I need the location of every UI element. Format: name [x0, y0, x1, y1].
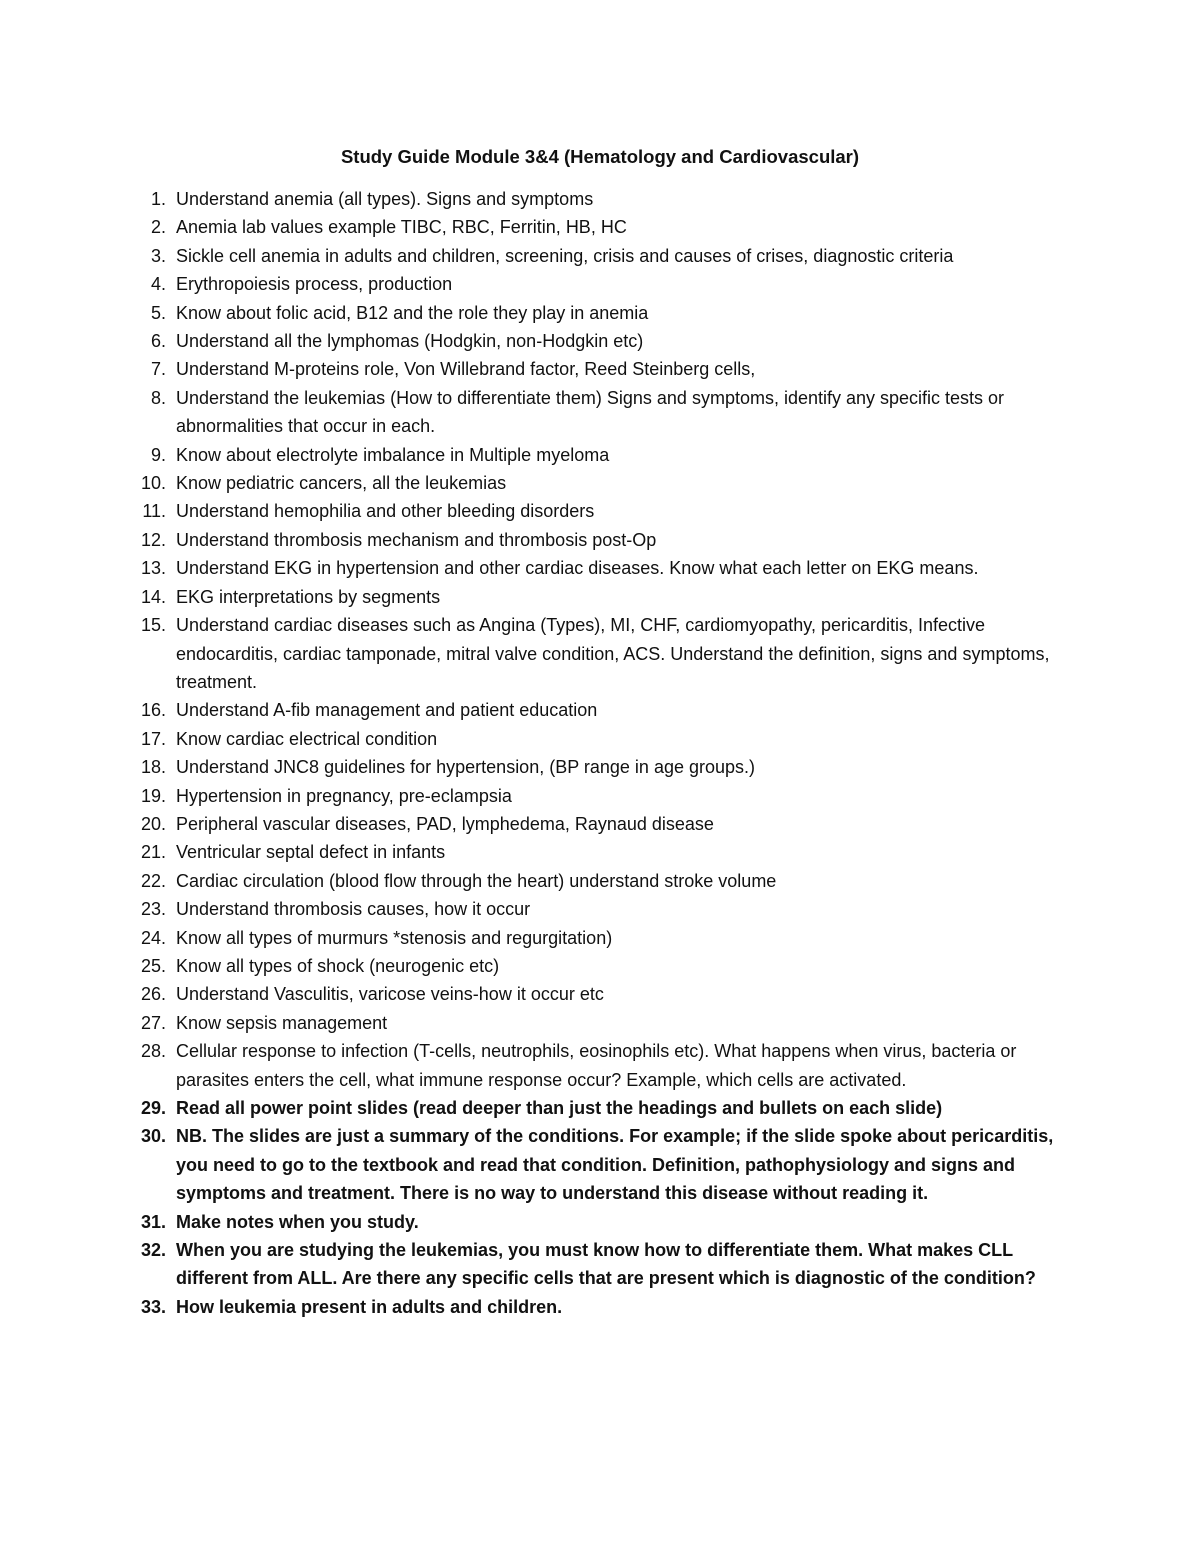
list-item — [131, 1208, 1071, 1236]
list-item-text: Know about electrolyte imbalance in Multiple myeloma — [176, 444, 610, 465]
list-item-number: 7. — [150, 359, 166, 380]
study-guide-list — [131, 185, 1071, 1321]
list-item-text: EKG interpretations by segments — [176, 586, 441, 607]
list-item-text: Make notes when you study. — [176, 1211, 419, 1232]
list-item — [131, 696, 1071, 724]
list-item — [131, 441, 1071, 469]
list-item — [131, 1037, 1071, 1094]
list-item — [131, 355, 1071, 383]
list-item-text: Cellular response to infection (T-cells, neutrophils, eosinophils etc). What happens when virus, bacteria or parasites enters the cell, what immune response occur? Example, which cells are activated. — [176, 1041, 1017, 1090]
list-item-number: 10. — [140, 473, 166, 494]
list-item — [131, 838, 1071, 866]
list-item-text: Ventricular septal defect in infants — [176, 842, 446, 863]
list-item-number: 24. — [140, 927, 166, 948]
list-item — [131, 1009, 1071, 1037]
list-item — [131, 782, 1071, 810]
list-item-text: Understand cardiac diseases such as Angina (Types), MI, CHF, cardiomyopathy, pericarditis, Infective endocarditis, cardiac tamponade, mitral valve condition, ACS. Understand the definition, signs and symptoms, treatment. — [176, 615, 1050, 692]
list-item-number: 3. — [150, 245, 166, 266]
list-item-number: 29. — [140, 1098, 166, 1118]
list-item-text: Know all types of shock (neurogenic etc) — [176, 955, 500, 976]
list-item-number: 5. — [150, 302, 166, 323]
list-item — [131, 810, 1071, 838]
list-item — [131, 867, 1071, 895]
list-item-text: Understand M-proteins role, Von Willebrand factor, Reed Steinberg cells, — [176, 359, 756, 380]
list-item-number: 28. — [140, 1041, 166, 1062]
list-item-number: 4. — [150, 274, 166, 295]
list-item-number: 16. — [140, 700, 166, 721]
list-item-number: 2. — [150, 217, 166, 238]
list-item-number: 21. — [140, 842, 166, 863]
list-item-text: Peripheral vascular diseases, PAD, lymphedema, Raynaud disease — [176, 813, 714, 834]
list-item — [131, 469, 1071, 497]
list-item — [131, 242, 1071, 270]
list-item-text: Understand hemophilia and other bleeding disorders — [176, 501, 595, 522]
list-item-text: Erythropoiesis process, production — [176, 274, 453, 295]
list-item — [131, 583, 1071, 611]
list-item — [131, 299, 1071, 327]
list-item — [131, 1293, 1071, 1321]
list-item — [131, 213, 1071, 241]
list-item — [131, 1122, 1071, 1207]
list-item-number: 6. — [150, 331, 166, 352]
list-item — [131, 753, 1071, 781]
list-item — [131, 725, 1071, 753]
list-item-number: 25. — [140, 955, 166, 976]
list-item — [131, 924, 1071, 952]
list-item — [131, 554, 1071, 582]
list-item — [131, 980, 1071, 1008]
list-item-number: 33. — [140, 1296, 166, 1317]
list-item-number: 11. — [142, 501, 166, 522]
list-item-text: Understand the leukemias (How to differentiate them) Signs and symptoms, identify any specific tests or abnormalities that occur in each. — [176, 387, 1005, 437]
list-item-text: Hypertension in pregnancy, pre-eclampsia — [176, 785, 512, 806]
list-item — [131, 384, 1071, 441]
list-item-text: Understand JNC8 guidelines for hypertension, (BP range in age groups.) — [176, 757, 756, 778]
list-item — [131, 895, 1071, 923]
list-item-number: 18. — [140, 757, 166, 778]
list-item-number: 23. — [140, 899, 166, 920]
list-item-text: When you are studying the leukemias, you must know how to differentiate them. What makes CLL different from ALL. Are there any specific cells that are present which is diagnostic of the condition? — [176, 1240, 1036, 1289]
list-item-text: Sickle cell anemia in adults and children, screening, crisis and causes of crises, diagnostic criteria — [176, 245, 954, 266]
list-item-number: 26. — [140, 984, 166, 1005]
list-item — [131, 1094, 1071, 1122]
list-item-text: How leukemia present in adults and children. — [176, 1296, 563, 1317]
list-item-text: Know about folic acid, B12 and the role they play in anemia — [176, 302, 649, 323]
list-item-text: Understand Vasculitis, varicose veins-how it occur etc — [176, 984, 604, 1005]
list-item — [131, 327, 1071, 355]
list-item-number: 32. — [140, 1240, 166, 1261]
list-item-text: Understand anemia (all types). Signs and symptoms — [176, 189, 594, 209]
list-item-text: Know all types of murmurs *stenosis and regurgitation) — [176, 927, 613, 948]
list-item-text: Anemia lab values example TIBC, RBC, Ferritin, HB, HC — [176, 217, 627, 238]
list-item-number: 27. — [140, 1012, 166, 1033]
list-item-number: 19. — [140, 785, 166, 806]
list-item — [131, 1236, 1071, 1293]
list-item — [131, 952, 1071, 980]
list-item-text: Understand thrombosis causes, how it occur — [176, 899, 531, 920]
list-item-number: 8. — [150, 387, 166, 408]
list-item-number: 31. — [140, 1211, 166, 1232]
list-item-number: 9. — [150, 444, 166, 465]
document-title: Study Guide Module 3&4 (Hematology and Cardiovascular) — [340, 146, 860, 167]
list-item-text: Read all power point slides (read deeper than just the headings and bullets on each slide) — [176, 1098, 943, 1118]
list-item-number: 20. — [140, 813, 166, 834]
list-item — [131, 526, 1071, 554]
list-item — [131, 270, 1071, 298]
list-item — [131, 497, 1071, 525]
list-item-text: Know pediatric cancers, all the leukemias — [176, 473, 507, 494]
list-item-text: Cardiac circulation (blood flow through the heart) understand stroke volume — [176, 870, 777, 891]
list-item-text: Know sepsis management — [176, 1012, 388, 1033]
list-item-number: 22. — [140, 870, 166, 891]
list-item-text: Understand all the lymphomas (Hodgkin, non-Hodgkin etc) — [176, 331, 644, 352]
list-item-text: Understand thrombosis mechanism and thrombosis post-Op — [176, 529, 657, 550]
list-item-text: Know cardiac electrical condition — [176, 728, 438, 749]
list-item-number: 14. — [140, 586, 166, 607]
list-item-text: Understand A-fib management and patient education — [176, 700, 598, 721]
list-item-number: 13. — [140, 558, 166, 579]
list-item — [131, 611, 1071, 696]
list-item — [131, 185, 1071, 213]
list-item-number: 12. — [140, 529, 166, 550]
list-item-text: NB. The slides are just a summary of the conditions. For example; if the slide spoke about pericarditis, you need to go to the textbook and read that condition. Definition, pathophysiology and signs and symptoms and treatment. There is no way to understand this disease without reading it. — [176, 1126, 1054, 1204]
list-item-text: Understand EKG in hypertension and other cardiac diseases. Know what each letter on EKG means. — [176, 558, 979, 579]
list-item-number: 17. — [140, 728, 166, 749]
list-item-number: 30. — [140, 1126, 166, 1147]
list-item-number: 1. — [150, 189, 166, 209]
list-item-number: 15. — [140, 615, 166, 636]
